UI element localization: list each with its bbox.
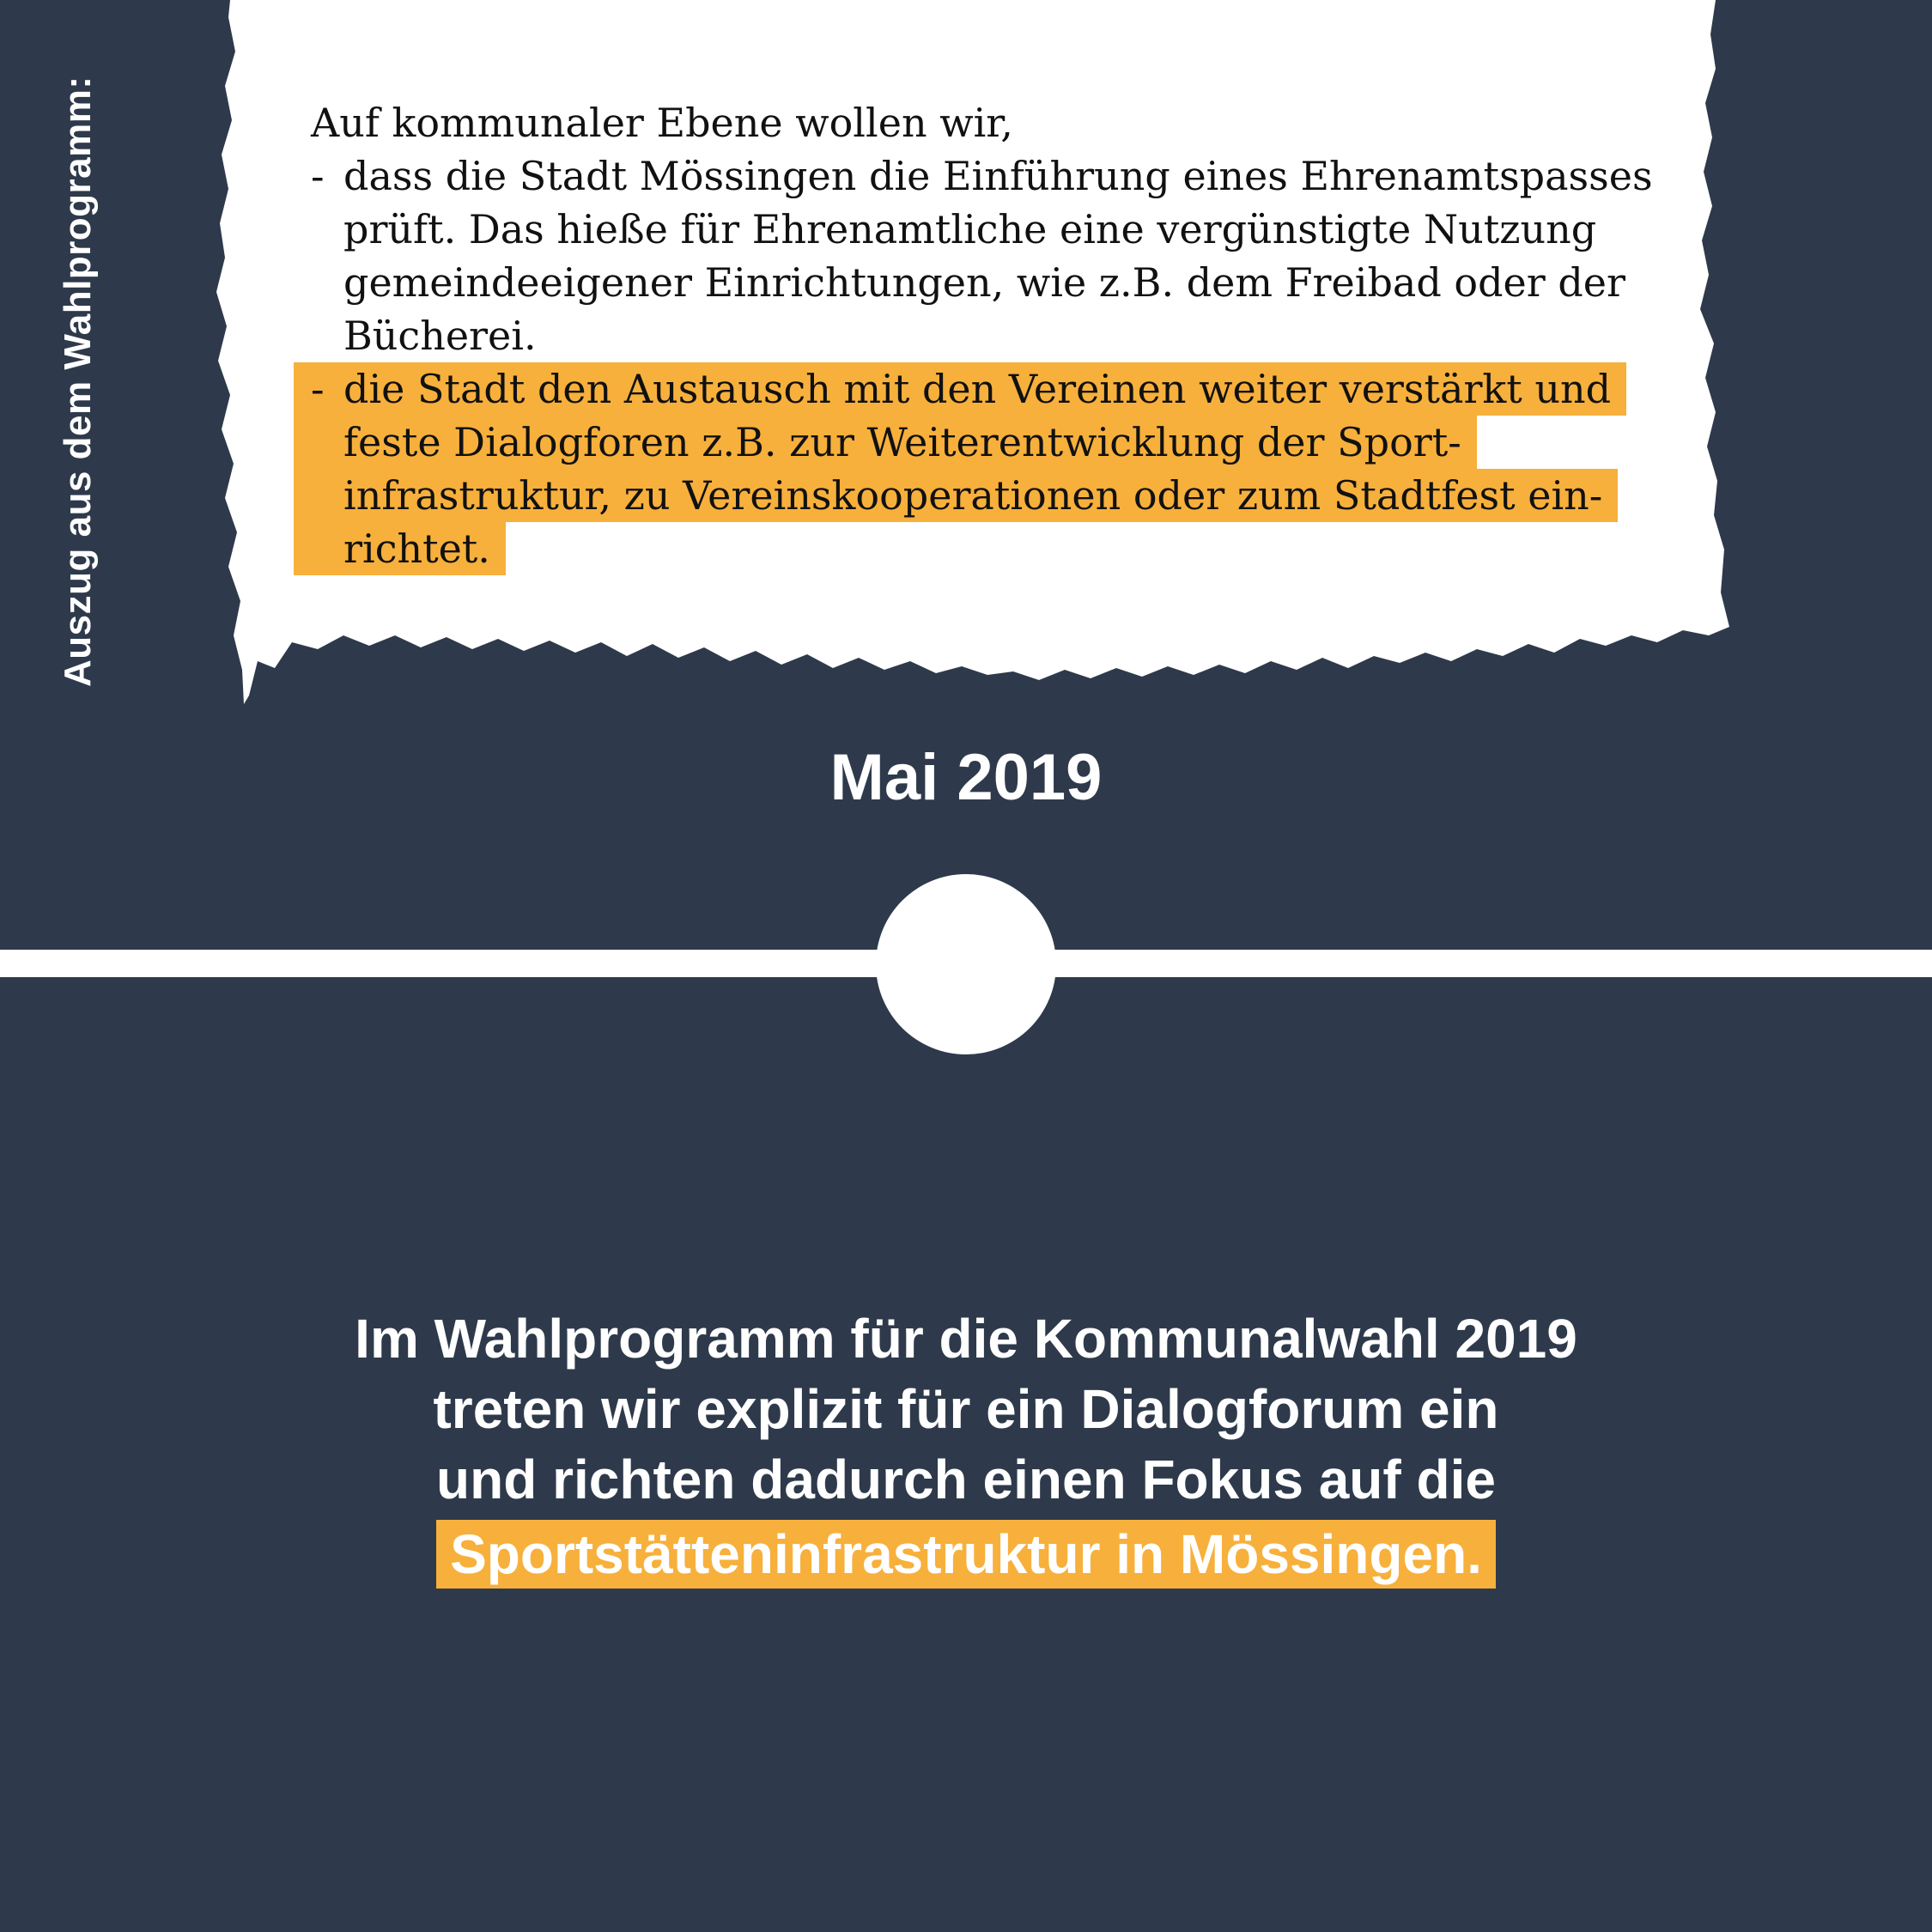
summary-text — [0, 1303, 1932, 1589]
list-dash: - — [311, 366, 325, 412]
timeline-marker — [876, 874, 1056, 1054]
summary-line: Im Wahlprogramm für die Kommunalwahl 2019 — [355, 1308, 1577, 1370]
summary-line: und richten dadurch einen Fokus auf die — [436, 1449, 1496, 1510]
excerpt-item-text: dass die Stadt Mössingen die Einführung eines Ehrenamtspasses prüft. Das hieße für Ehrenamtliche eine vergünstigte Nutzung gemeindeeigener Einrichtungen, wie z.B. dem Freibad oder der Bücherei. — [343, 153, 1653, 359]
excerpt-item-text-highlighted: die Stadt den Austausch mit den Vereinen weiter verstärkt und feste Dialogforen z.B. zur Weiterentwicklung der Sportinfrastruktur, zu Vereinskooperationen oder zum Stadtfest einrichtet. — [294, 362, 1626, 575]
summary-highlight: Sportstätteninfrastruktur in Mössingen. — [436, 1520, 1496, 1589]
torn-paper-excerpt — [0, 0, 1932, 721]
side-label: Auszug aus dem Wahlprogramm: — [57, 76, 99, 687]
summary-line: treten wir explizit für ein Dialogforum ein — [433, 1378, 1499, 1440]
excerpt-intro: Auf kommunaler Ebene wollen wir, — [311, 100, 1013, 146]
excerpt-list — [311, 149, 1702, 575]
excerpt-item — [311, 149, 1702, 362]
list-dash: - — [311, 153, 325, 199]
excerpt-item-highlighted — [311, 362, 1702, 575]
timeline-date: Mai 2019 — [829, 741, 1103, 814]
excerpt-text — [311, 96, 1702, 575]
